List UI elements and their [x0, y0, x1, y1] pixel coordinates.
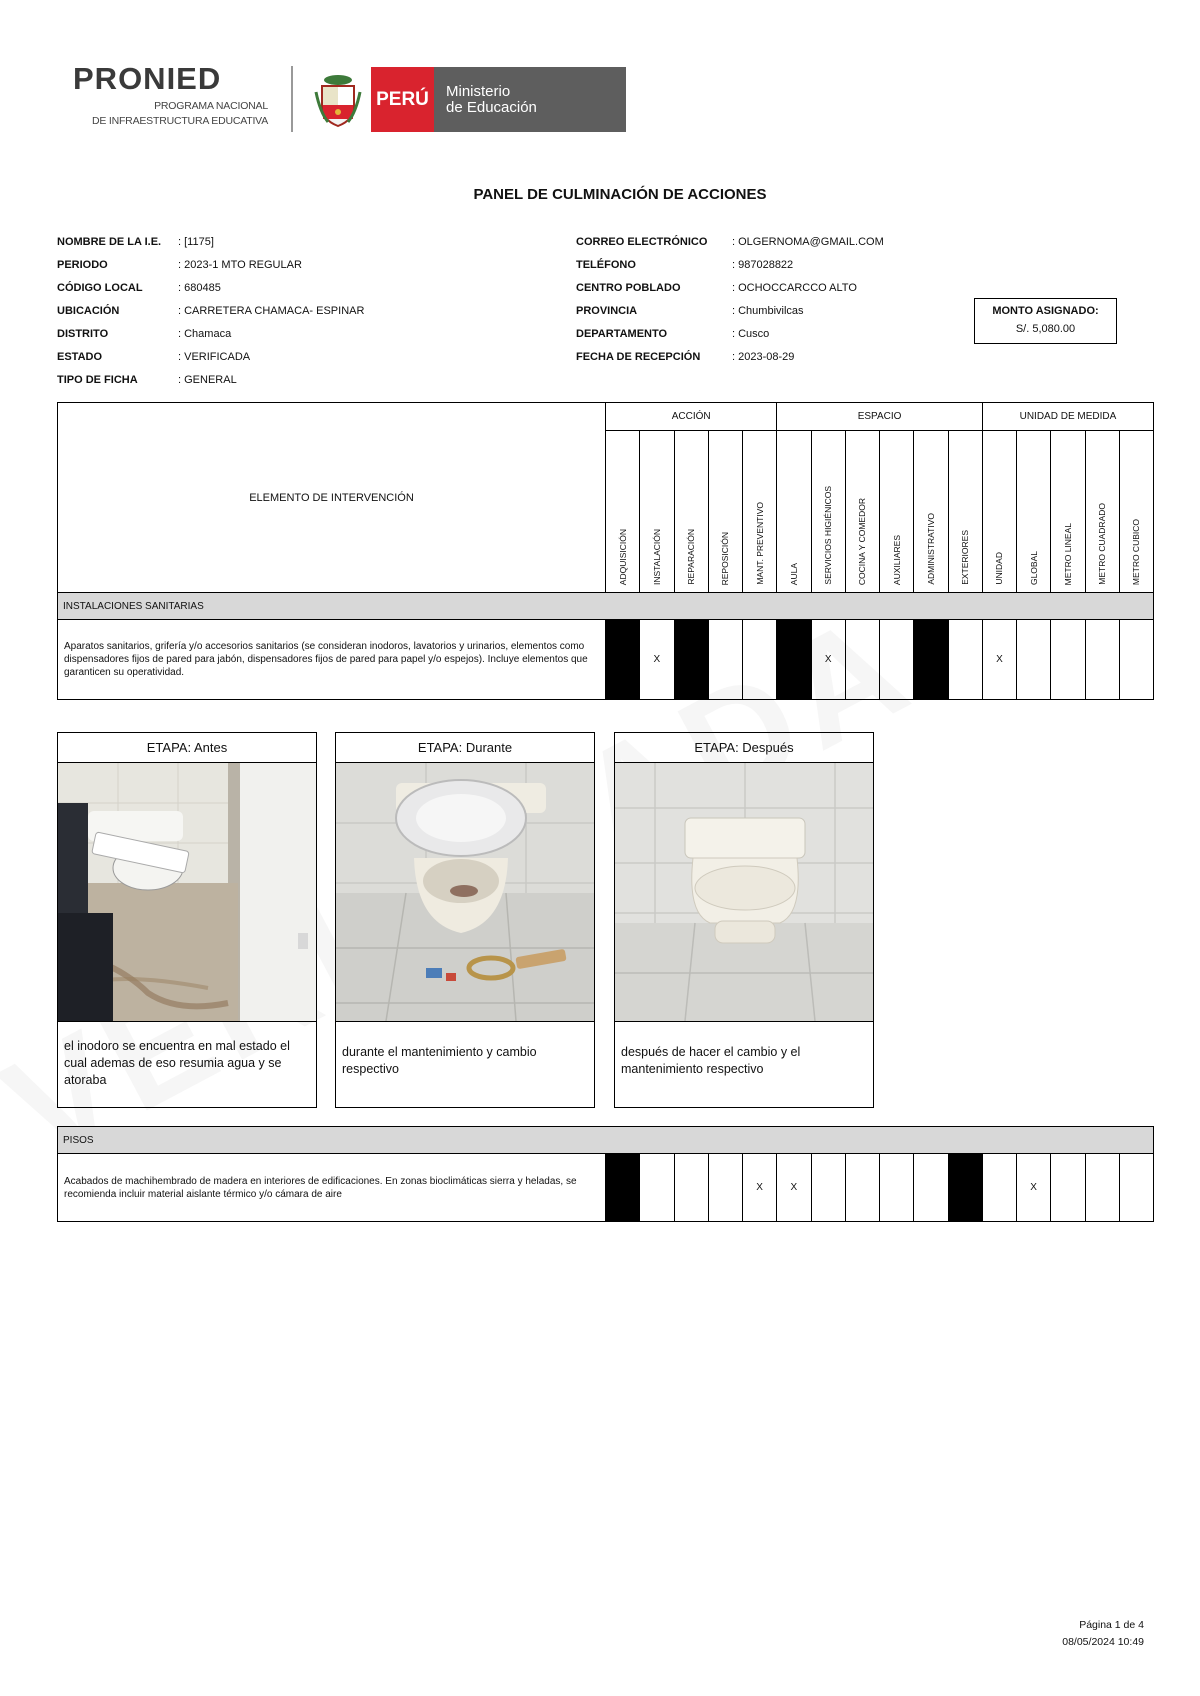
- column-header-label: METRO CUADRADO: [1097, 503, 1108, 585]
- column-header: [948, 431, 982, 593]
- photo-despues: [615, 763, 873, 1022]
- filled-cell: [606, 1154, 640, 1222]
- info-value: : Chamaca: [178, 328, 232, 340]
- column-header: [708, 431, 742, 593]
- empty-cell: [743, 620, 777, 700]
- empty-cell: [880, 1154, 914, 1222]
- monto-asignado-box: [974, 298, 1117, 344]
- group-espacio: ESPACIO: [777, 403, 983, 431]
- x-mark: X: [743, 1154, 777, 1222]
- column-header-label: METRO CUBICO: [1131, 518, 1142, 585]
- etapa-antes: [57, 732, 317, 1108]
- info-value: : CARRETERA CHAMACA- ESPINAR: [178, 305, 365, 317]
- empty-cell: [1017, 620, 1051, 700]
- empty-cell: [1119, 1154, 1153, 1222]
- etapa-caption: el inodoro se encuentra en mal estado el cual ademas de eso resumia agua y se atoraba: [64, 1039, 290, 1087]
- etapa-durante: [335, 732, 595, 1108]
- photo-durante: [336, 763, 594, 1022]
- column-header-label: UNIDAD: [994, 552, 1005, 585]
- info-value: : 680485: [178, 282, 221, 294]
- info-value: : VERIFICADA: [178, 351, 251, 363]
- column-header-label: GLOBAL: [1028, 550, 1039, 585]
- info-label: PROVINCIA: [576, 305, 638, 317]
- info-label: DEPARTAMENTO: [576, 328, 668, 340]
- empty-cell: [948, 620, 982, 700]
- empty-cell: [880, 620, 914, 700]
- pronied-sub-line2: DE INFRAESTRUCTURA EDUCATIVA: [91, 115, 268, 127]
- monto-value: S/. 5,080.00: [1015, 323, 1076, 335]
- group-accion: ACCIÓN: [606, 403, 777, 431]
- column-header: [1085, 431, 1119, 593]
- filled-cell: [606, 620, 640, 700]
- empty-cell: [708, 1154, 742, 1222]
- coat-of-arms-icon: [314, 72, 362, 128]
- pisos-table: [57, 1126, 1154, 1222]
- column-header-label: MANT. PREVENTIVO: [754, 502, 765, 585]
- info-label: CORREO ELECTRÓNICO: [576, 236, 708, 248]
- column-header: [811, 431, 845, 593]
- info-value: : 2023-1 MTO REGULAR: [178, 259, 302, 271]
- column-header-label: AULA: [788, 562, 799, 585]
- logo-divider: [291, 66, 293, 132]
- etapa-caption: después de hacer el cambio y el mantenimiento respectivo: [621, 1045, 801, 1076]
- empty-cell: [1051, 1154, 1085, 1222]
- column-header: [1017, 431, 1051, 593]
- filled-cell: [914, 620, 948, 700]
- etapa-title: ETAPA: Después: [615, 733, 873, 763]
- print-datetime: 08/05/2024 10:49: [1062, 1636, 1144, 1648]
- column-header: [743, 431, 777, 593]
- etapa-title: ETAPA: Antes: [58, 733, 316, 763]
- info-value: : [1175]: [178, 236, 214, 248]
- empty-cell: [1051, 620, 1085, 700]
- column-header-label: COCINA Y COMEDOR: [857, 497, 868, 585]
- column-header-label: METRO LINEAL: [1062, 522, 1073, 585]
- x-mark: X: [640, 620, 674, 700]
- info-label: CÓDIGO LOCAL: [57, 282, 143, 294]
- info-value: : OLGERNOMA@GMAIL.COM: [732, 236, 884, 248]
- column-header: [640, 431, 674, 593]
- column-header: [845, 431, 879, 593]
- filled-cell: [777, 620, 811, 700]
- column-header: [1119, 431, 1153, 593]
- info-value: : 987028822: [732, 259, 794, 271]
- column-header-label: REPARACIÓN: [686, 529, 697, 585]
- intervention-table: [57, 402, 1154, 700]
- column-header: [674, 431, 708, 593]
- section-title: INSTALACIONES SANITARIAS: [58, 593, 1154, 620]
- empty-cell: [982, 1154, 1016, 1222]
- photo-antes: [58, 763, 316, 1022]
- x-mark: X: [811, 620, 845, 700]
- column-header: [1051, 431, 1085, 593]
- column-header-label: SERVICIOS HIGIÉNICOS: [823, 486, 834, 585]
- info-label: TELÉFONO: [576, 259, 636, 271]
- info-value: : GENERAL: [178, 374, 237, 386]
- empty-cell: [811, 1154, 845, 1222]
- section-title: PISOS: [58, 1127, 1154, 1154]
- column-header: [606, 431, 640, 593]
- column-header: [880, 431, 914, 593]
- x-mark: X: [777, 1154, 811, 1222]
- empty-cell: [708, 620, 742, 700]
- empty-cell: [1085, 620, 1119, 700]
- info-label: PERIODO: [57, 259, 108, 271]
- filled-cell: [674, 620, 708, 700]
- column-header-label: ADQUISICIÓN: [617, 528, 628, 585]
- column-header: [777, 431, 811, 593]
- info-label: CENTRO POBLADO: [576, 282, 681, 294]
- pronied-logo: [73, 63, 268, 129]
- page-number: Página 1 de 4: [1079, 1619, 1144, 1631]
- peru-logo: PERÚ: [371, 67, 434, 132]
- info-label: DISTRITO: [57, 328, 109, 340]
- pronied-sub-line1: PROGRAMA NACIONAL: [154, 100, 268, 112]
- empty-cell: [914, 1154, 948, 1222]
- info-value: : OCHOCCARCCO ALTO: [732, 282, 857, 294]
- info-label: TIPO DE FICHA: [57, 374, 138, 386]
- info-label: UBICACIÓN: [57, 305, 120, 317]
- column-header-label: INSTALACIÓN: [651, 528, 662, 585]
- empty-cell: [640, 1154, 674, 1222]
- empty-cell: [1119, 620, 1153, 700]
- minedu-line1: Ministerio: [446, 82, 511, 100]
- column-header: [982, 431, 1016, 593]
- x-mark: X: [982, 620, 1016, 700]
- empty-cell: [1085, 1154, 1119, 1222]
- info-label: NOMBRE DE LA I.E.: [57, 236, 162, 248]
- etapa-despues: [614, 732, 874, 1108]
- info-label: FECHA DE RECEPCIÓN: [576, 351, 701, 363]
- info-label: ESTADO: [57, 351, 103, 363]
- group-unidad-medida: UNIDAD DE MEDIDA: [982, 403, 1153, 431]
- empty-cell: [674, 1154, 708, 1222]
- column-header-label: ADMINISTRATIVO: [925, 513, 936, 585]
- info-value: : Cusco: [732, 328, 770, 340]
- minedu-logo: [434, 67, 626, 132]
- info-value: : Chumbivilcas: [732, 305, 804, 317]
- filled-cell: [948, 1154, 982, 1222]
- pronied-wordmark: PRONIED: [73, 61, 222, 96]
- element-header: ELEMENTO DE INTERVENCIÓN: [58, 403, 606, 593]
- column-header-label: REPOSICIÓN: [720, 531, 731, 585]
- page-title: PANEL DE CULMINACIÓN DE ACCIONES: [473, 186, 767, 203]
- empty-cell: [845, 1154, 879, 1222]
- etapa-title: ETAPA: Durante: [336, 733, 594, 763]
- column-header-label: EXTERIORES: [960, 530, 971, 585]
- column-header: [914, 431, 948, 593]
- pronied-subtitle: [73, 99, 268, 129]
- empty-cell: [845, 620, 879, 700]
- element-description: Aparatos sanitarios, grifería y/o accesorios sanitarios (se consideran inodoros, lavatorios y urinarios, elementos como dispensadores fijos de pared para jabón, dispensadores fijos de pared para papel y/o espejos). Incluye elementos que garanticen su operatividad.: [58, 620, 606, 700]
- column-header-label: AUXILIARES: [891, 534, 902, 585]
- element-description: Acabados de machihembrado de madera en interiores de edificaciones. En zonas bioclimáticas sierra y heladas, se recomienda incluir material aislante térmico y/o cámara de aire: [58, 1154, 606, 1222]
- minedu-line2: de Educación: [446, 98, 537, 116]
- page-footer: [1062, 1617, 1144, 1651]
- etapa-caption: durante el mantenimiento y cambio respectivo: [342, 1045, 537, 1076]
- info-value: : 2023-08-29: [732, 351, 795, 363]
- x-mark: X: [1017, 1154, 1051, 1222]
- monto-label: MONTO ASIGNADO:: [992, 305, 1099, 317]
